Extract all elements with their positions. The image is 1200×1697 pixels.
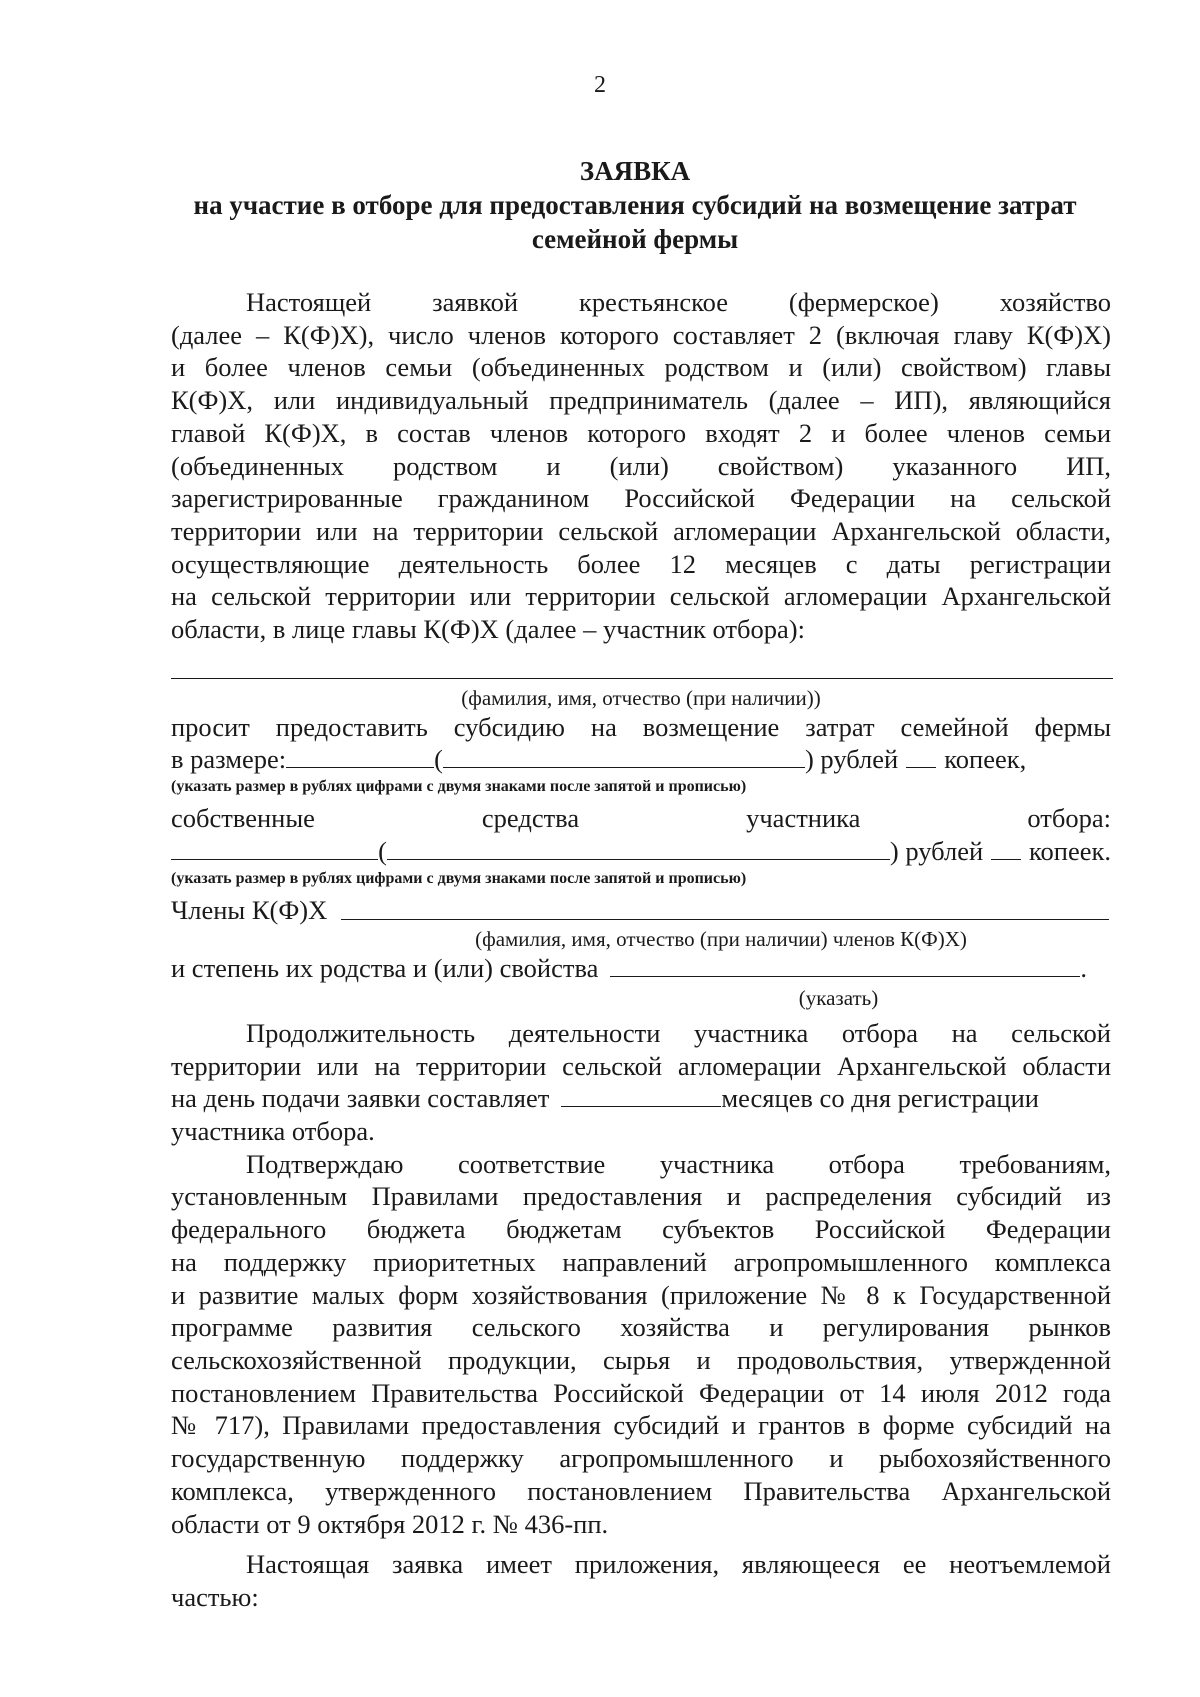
intro-line: осуществляющие деятельность более 12 месяцев с даты регистрации: [171, 548, 1111, 579]
amount-prefix: в размере:: [171, 744, 287, 775]
confirm-line: Подтверждаю соответствие участника отбора требованиям,: [246, 1148, 1111, 1179]
own-funds-word: отбора:: [1027, 803, 1111, 834]
kinship-caption: (указать): [798, 985, 879, 1010]
amount-words-blank[interactable]: [443, 766, 805, 768]
page-number: 2: [594, 72, 606, 98]
own-amount-row: [171, 835, 1111, 868]
kop-label: копеек.: [1029, 835, 1111, 866]
own-funds-word: участника: [746, 803, 861, 834]
intro-line: Настоящей заявкой крестьянское (фермерское) хозяйство: [246, 287, 1111, 317]
intro-line: области, в лице главы К(Ф)Х (далее – участник отбора):: [171, 614, 805, 645]
confirm-line: и развитие малых форм хозяйствования (приложение № 8 к Государственной: [171, 1279, 1111, 1310]
confirm-line: № 717), Правилами предоставления субсидий и грантов в форме субсидий на: [171, 1410, 1111, 1441]
duration-paragraph: [171, 1017, 1111, 1148]
own-digits-blank[interactable]: [171, 858, 378, 860]
confirm-paragraph: [171, 1148, 1111, 1540]
intro-paragraph: [171, 286, 1111, 646]
title-line2: на участие в отборе для предоставления субсидий на возмещение затрат: [193, 190, 1077, 220]
title-line3: семейной фермы: [531, 224, 739, 254]
members-label: Члены К(Ф)Х: [171, 894, 328, 925]
own-funds-word: собственные: [171, 803, 315, 834]
own-funds-row: [171, 802, 1111, 835]
rub-label: ) рублей: [889, 835, 984, 866]
kinship-end: .: [1080, 953, 1088, 984]
confirm-line: программе развития сельского хозяйства и регулирования рынков: [171, 1312, 1111, 1343]
document-body: [171, 286, 1111, 1614]
request-line: просит предоставить субсидию на возмещение затрат семейной фермы: [171, 711, 1111, 742]
kinship-label: и степень их родства и (или) свойства: [171, 953, 599, 984]
duration-line: Продолжительность деятельности участника отбора на сельской: [246, 1017, 1111, 1048]
kinship-row: [171, 952, 1111, 985]
confirm-line: на поддержку приоритетных направлений агропромышленного комплекса: [171, 1246, 1111, 1277]
duration-prefix: на день подачи заявки составляет: [171, 1083, 550, 1114]
kop-blank[interactable]: [906, 766, 936, 768]
paren-open: (: [434, 744, 443, 775]
kinship-blank[interactable]: [610, 975, 1080, 977]
intro-line: (объединенных родством и (или) свойством) указанного ИП,: [171, 450, 1111, 481]
intro-line: территории или на территории сельской агломерации Архангельской области,: [171, 515, 1111, 546]
intro-line: К(Ф)Х, или индивидуальный предприниматель (далее – ИП), являющийся: [171, 385, 1111, 416]
attachments-line: частью:: [171, 1581, 259, 1612]
intro-line: (далее – К(Ф)Х), число членов которого составляет 2 (включая главу К(Ф)Х): [171, 319, 1111, 350]
duration-suffix: месяцев со дня регистрации: [721, 1083, 1039, 1114]
own-funds-word: средства: [481, 803, 580, 834]
amount-caption: (указать размер в рублях цифрами с двумя знаками после запятой и прописью): [171, 778, 747, 796]
own-kop-blank[interactable]: [991, 858, 1021, 860]
intro-line: главой К(Ф)Х, в состав членов которого входят 2 и более членов семьи: [171, 417, 1111, 448]
own-words-blank[interactable]: [387, 858, 890, 860]
fio-caption: (фамилия, имя, отчество (при наличии)): [461, 685, 821, 710]
kop-label: копеек,: [944, 744, 1027, 775]
confirm-line: государственную поддержку агропромышленного и рыбохозяйственного: [171, 1443, 1111, 1474]
duration-line: участника отбора.: [171, 1116, 375, 1147]
months-blank[interactable]: [561, 1105, 721, 1107]
confirm-line: федерального бюджета бюджетам субъектов Российской Федерации: [171, 1214, 1111, 1245]
amount-digits-blank[interactable]: [286, 766, 434, 768]
members-blank[interactable]: [341, 918, 1109, 920]
confirm-line: сельскохозяйственной продукции, сырья и продовольствия, утвержденной: [171, 1344, 1111, 1375]
paren-open: (: [378, 835, 387, 866]
title-main: ЗАЯВКА: [579, 156, 691, 186]
attachments-line: Настоящая заявка имеет приложения, являющееся ее неотъемлемой: [246, 1549, 1111, 1580]
duration-months-row: [171, 1082, 1111, 1115]
confirm-line: постановлением Правительства Российской Федерации от 14 июля 2012 года: [171, 1377, 1111, 1408]
confirm-line: области от 9 октября 2012 г. № 436-пп.: [171, 1508, 609, 1539]
own-caption: (указать размер в рублях цифрами с двумя знаками после запятой и прописью): [171, 869, 747, 887]
rub-label: ) рублей: [804, 744, 899, 775]
attachments-paragraph: [171, 1548, 1111, 1613]
members-caption: (фамилия, имя, отчество (при наличии) членов К(Ф)Х): [475, 927, 967, 952]
intro-line: и более членов семьи (объединенных родством и (или) свойством) главы: [171, 352, 1111, 383]
intro-line: на сельской территории или территории сельской агломерации Архангельской: [171, 581, 1111, 612]
members-row: [171, 894, 1111, 927]
fio-blank-line[interactable]: [171, 646, 1113, 679]
confirm-line: комплекса, утвержденного постановлением Правительства Архангельской: [171, 1475, 1111, 1506]
confirm-line: установленным Правилами предоставления и распределения субсидий из: [171, 1181, 1111, 1212]
duration-line: территории или на территории сельской агломерации Архангельской области: [171, 1050, 1111, 1081]
intro-line: зарегистрированные гражданином Российской Федерации на сельской: [171, 483, 1111, 514]
amount-row: [171, 743, 1111, 776]
